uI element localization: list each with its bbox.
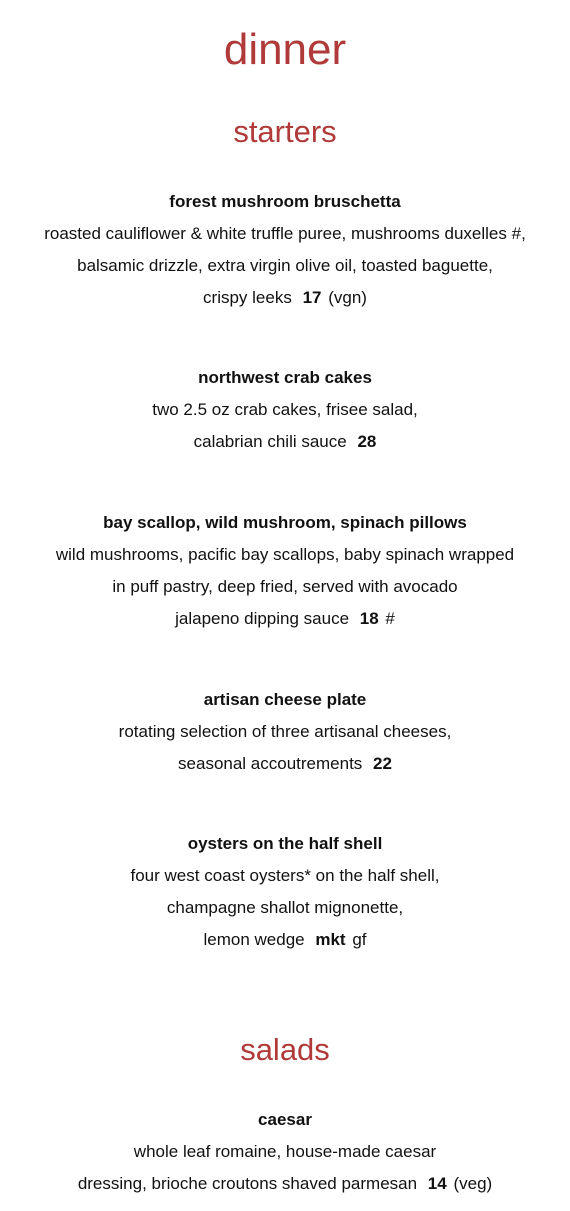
menu-item-caesar [0, 1104, 570, 1200]
item-description-line: champagne shallot mignonette, [166, 898, 404, 917]
item-description-text: calabrian chili sauce [193, 432, 347, 451]
menu-item-oysters-half-shell [0, 828, 570, 956]
item-description-line-last [0, 603, 570, 635]
item-diet-tag: # [385, 609, 395, 628]
item-diet-tag: (veg) [453, 1174, 493, 1193]
item-description-line-last [0, 748, 570, 780]
menu-item-artisan-cheese-plate [0, 684, 570, 780]
item-price: mkt [315, 930, 346, 949]
item-description-line: balsamic drizzle, extra virgin olive oil, toasted baguette, [77, 256, 493, 275]
item-price: 14 [427, 1174, 447, 1193]
menu-item-bay-scallop-pillows [0, 507, 570, 635]
item-name: forest mushroom bruschetta [169, 192, 401, 211]
item-name: caesar [258, 1110, 312, 1129]
item-description-line-last [0, 1168, 570, 1200]
item-description-line: two 2.5 oz crab cakes, frisee salad, [152, 400, 418, 419]
item-diet-tag: gf [352, 930, 367, 949]
item-diet-tag: (vgn) [328, 288, 367, 307]
section-title-salads: salads [240, 1032, 330, 1067]
section-title-starters: starters [233, 114, 337, 149]
item-description-text: seasonal accoutrements [178, 754, 363, 773]
menu-item-forest-mushroom-bruschetta [0, 186, 570, 314]
item-description-line: roasted cauliflower & white truffle puree, mushrooms duxelles #, [44, 224, 526, 243]
item-description-line: rotating selection of three artisanal cheeses, [118, 722, 452, 741]
menu-title: dinner [223, 25, 347, 74]
item-price: 28 [357, 432, 377, 451]
item-description-line: four west coast oysters* on the half shell, [130, 866, 440, 885]
item-description-text: crispy leeks [203, 288, 292, 307]
item-description-text: jalapeno dipping sauce [175, 609, 350, 628]
item-price: 17 [302, 288, 322, 307]
item-description-line-last [0, 282, 570, 314]
item-name: oysters on the half shell [187, 834, 383, 853]
item-description-text: lemon wedge [203, 930, 305, 949]
item-name: bay scallop, wild mushroom, spinach pillows [103, 513, 467, 532]
item-name: northwest crab cakes [198, 368, 372, 387]
item-name: artisan cheese plate [203, 690, 367, 709]
item-description-line-last [0, 426, 570, 458]
item-description-text: dressing, brioche croutons shaved parmesan [77, 1174, 418, 1193]
menu-item-northwest-crab-cakes [0, 362, 570, 458]
item-price: 22 [373, 754, 392, 773]
item-description-line: in puff pastry, deep fried, served with avocado [112, 577, 458, 596]
item-description-line: whole leaf romaine, house-made caesar [133, 1142, 437, 1161]
item-description-line-last [0, 924, 570, 956]
item-description-line: wild mushrooms, pacific bay scallops, baby spinach wrapped [55, 545, 515, 564]
item-price: 18 [359, 609, 379, 628]
